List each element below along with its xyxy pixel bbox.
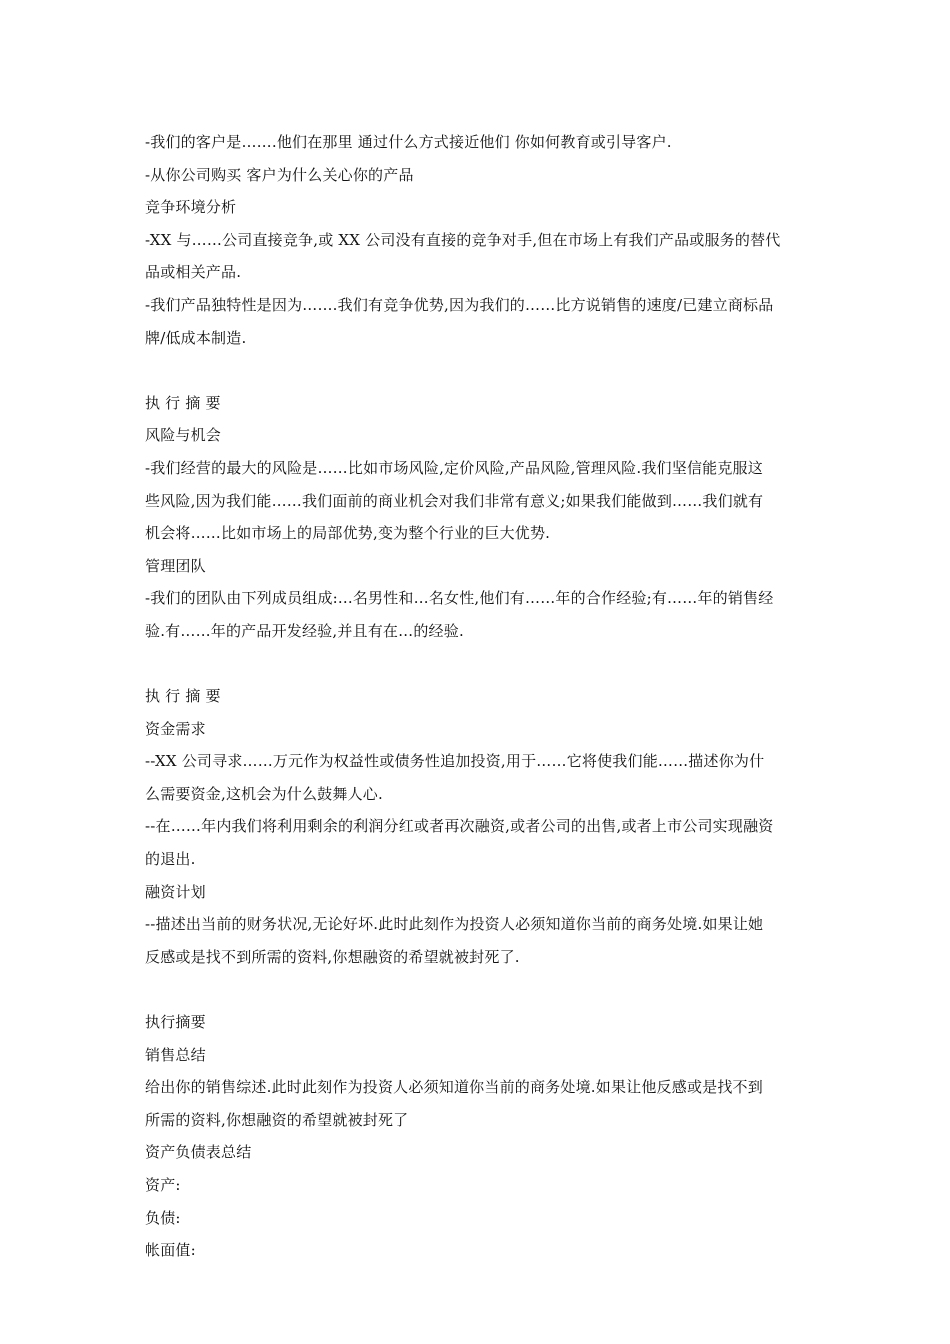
text-line: 反感或是找不到所需的资料,你想融资的希望就被封死了. [145,947,520,966]
text-line: -我们的团队由下列成员组成:...名男性和…名女性,他们有……年的合作经验;有……年的销售经 [145,589,774,608]
section-heading: 资产负债表总结 [145,1143,252,1162]
section-heading: 资金需求 [145,719,206,738]
text-line: -我们的客户是…….他们在那里 通过什么方式接近他们 你如何教育或引导客户. [145,133,672,151]
section-heading: 风险与机会 [145,426,222,445]
text-line: 品或相关产品. [145,263,242,282]
text-line: 的退出. [145,850,196,869]
text-line: --在……年内我们将利用剩余的利润分红或者再次融资,或者公司的出售,或者上市公司实现融资 [145,817,774,836]
section-heading: 销售总结 [145,1045,206,1064]
text-line: -从你公司购买 客户为什么关心你的产品 [145,165,414,184]
text-line: -我们经营的最大的风险是……比如市场风险,定价风险,产品风险,管理风险.我们坚信能克服这 [145,458,763,477]
text-line: --XX 公司寻求……万元作为权益性或债务性追加投资,用于……它将使我们能……描述你为什 [145,752,765,771]
text-line: -XX 与……公司直接竞争,或 XX 公司没有直接的竞争对手,但在市场上有我们产品或服务的替代 [145,230,781,249]
field-label: 资产: [145,1176,181,1194]
section-heading: 管理团队 [145,556,206,575]
text-line: 机会将……比如市场上的局部优势,变为整个行业的巨大优势. [145,524,551,543]
blank-line [145,354,810,387]
page-title: 执 行 摘 要 [145,687,221,706]
page-title: 执 行 摘 要 [145,393,221,412]
text-line: 所需的资料,你想融资的希望就被封死了 [145,1110,409,1129]
text-line: -我们产品独特性是因为…….我们有竞争优势,因为我们的……比方说销售的速度/已建立商标品 [145,295,774,314]
field-label: 负债: [145,1208,181,1227]
page-title: 执行摘要 [145,1013,206,1032]
text-line: --描述出当前的财务状况,无论好坏.此时此刻作为投资人必须知道你当前的商务处境.如果让她 [145,915,764,934]
text-line: 牌/低成本制造. [145,328,247,347]
section-heading: 融资计划 [145,882,206,901]
text-line: 给出你的销售综述.此时此刻作为投资人必须知道你当前的商务处境.如果让他反感或是找不到 [145,1078,763,1097]
text-line: 验.有……年的产品开发经验,并且有在…的经验. [145,621,464,640]
text-line: 些风险,因为我们能……我们面前的商业机会对我们非常有意义;如果我们能做到……我们就有 [145,491,764,510]
blank-line [145,973,810,1006]
field-label: 帐面值: [145,1241,196,1260]
blank-line [145,648,810,681]
section-heading: 竞争环境分析 [145,198,237,217]
document-body [145,126,810,1267]
text-line: 么需要资金,这机会为什么鼓舞人心. [145,784,383,803]
